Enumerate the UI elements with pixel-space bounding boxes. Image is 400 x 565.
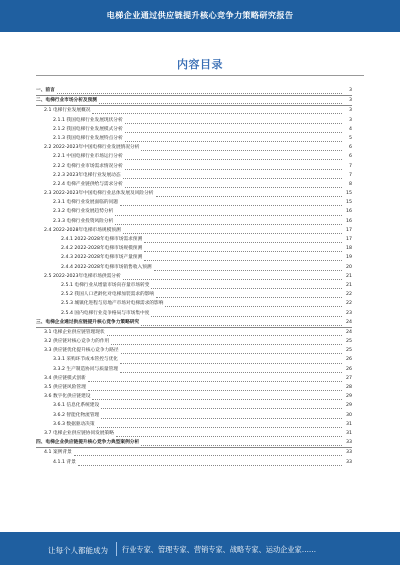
toc-entry-page: 29	[346, 394, 352, 400]
toc-entry-page: 21	[346, 282, 352, 288]
toc-entry-page: 31	[346, 421, 352, 427]
toc-entry[interactable]	[36, 392, 352, 401]
toc-entry-label: 四、电梯企业供应链提升核心竞争力典型案例分析	[36, 440, 140, 446]
toc-entry-label: 2.4.1 2022-2028年电梯市场需求预测	[61, 237, 143, 242]
toc-entry-page: 17	[346, 227, 352, 233]
toc-entry-label: 2.3.2 电梯行业发展趋势分析	[53, 209, 114, 215]
toc-entry-page: 25	[346, 339, 352, 345]
toc-entry-label: 3.5 供应链风险管理	[44, 385, 86, 390]
toc-entry-page: 16	[346, 209, 352, 215]
toc-entry-label: 3.2 供应链对核心竞争力的作用	[44, 339, 110, 345]
header-banner	[0, 0, 400, 32]
toc-entry[interactable]	[36, 253, 352, 262]
toc-entry-page: 22	[346, 301, 352, 307]
toc-leader-dots	[123, 227, 342, 234]
toc-entry[interactable]	[36, 438, 352, 448]
toc-leader-dots	[92, 393, 342, 400]
toc-entry-page: 33	[346, 440, 352, 446]
toc-leader-dots	[101, 412, 342, 419]
toc-entry-label: 2.4.4 2022-2028年电梯市场销售收入预测	[61, 264, 152, 270]
toc-entry-label: 3.1 电梯企业供应链管理现状	[44, 329, 105, 335]
toc-leader-dots	[111, 338, 342, 345]
toc-heading: 内容目录	[177, 58, 223, 71]
toc-leader-dots	[107, 329, 342, 336]
toc-entry-page: 7	[349, 163, 352, 169]
toc-entry-label: 2.1.1 我国电梯行业发展现状分析	[53, 117, 123, 123]
toc-leader-dots	[115, 209, 342, 216]
toc-leader-dots	[99, 97, 342, 104]
toc-leader-dots	[120, 366, 342, 373]
toc-entry-label: 4.1 案例背景	[44, 450, 72, 456]
footer-tagline: 行业专家、管理专家、营销专家、战略专家、运动企业家……	[122, 545, 317, 554]
toc-entry[interactable]	[36, 328, 352, 337]
toc-entry[interactable]	[36, 365, 352, 374]
toc-entry-label: 2.3.3 电梯行业投资风险分析	[53, 218, 114, 224]
toc-entry-page: 24	[346, 319, 352, 325]
toc-leader-dots	[154, 264, 342, 271]
toc-entry[interactable]	[36, 235, 352, 244]
toc-leader-dots	[144, 254, 342, 261]
toc-entry-label: 2.1 电梯行业发展概况	[44, 108, 91, 114]
toc-entry[interactable]	[36, 420, 352, 429]
toc-entry[interactable]	[36, 299, 352, 308]
toc-entry-label: 3.6.1 信息化系统建设	[53, 403, 100, 409]
toc-entry[interactable]	[36, 411, 352, 420]
toc-entry[interactable]	[36, 207, 352, 216]
toc-entry-label: 2.4.3 2022-2028年电梯市场产量预测	[61, 255, 143, 261]
toc-entry-page: 8	[349, 181, 352, 187]
toc-entry-label: 2.5 2022-2023年电梯市场供需分析	[44, 273, 121, 279]
toc-divider	[36, 75, 364, 76]
toc-leader-dots	[97, 421, 342, 428]
toc-entry-label: 三、电梯企业通过供应链提升核心竞争力策略研究	[36, 319, 140, 325]
toc-entry[interactable]	[36, 134, 352, 143]
toc-entry-label: 2.2.2 电梯行业市场需求情况分析	[53, 163, 123, 169]
toc-entry-label: 2.2.4 电梯产业链供给与需求分析	[53, 181, 123, 187]
toc-leader-dots	[125, 163, 342, 170]
toc-entry-label: 2.4 2022-2028年电梯市场规模预测	[44, 227, 121, 233]
toc-entry-page: 18	[346, 246, 352, 252]
toc-entry[interactable]	[36, 152, 352, 161]
toc-entry-page: 19	[346, 255, 352, 261]
toc-entry-page: 20	[346, 264, 352, 270]
toc-entry-page: 4	[349, 126, 352, 132]
toc-leader-dots	[125, 181, 342, 188]
toc-leader-dots	[165, 300, 342, 307]
toc-entry-page: 24	[346, 329, 352, 335]
toc-entry[interactable]	[36, 162, 352, 171]
toc-entry-page: 26	[346, 366, 352, 372]
toc-leader-dots	[121, 347, 342, 354]
toc-entry-label: 2.5.3 城镇化进程与房地产市场对电梯需求的影响	[61, 301, 164, 307]
toc-leader-dots	[125, 153, 342, 160]
toc-entry[interactable]	[36, 346, 352, 355]
toc-leader-dots	[57, 87, 342, 94]
toc-entry-label: 3.6 数字化供应链建设	[44, 394, 91, 400]
toc-entry-label: 3.3.1 采购环节成本管控与优化	[53, 357, 118, 363]
toc-entry-label: 二、电梯行业市场分析及预测	[36, 98, 97, 104]
toc-leader-dots	[120, 357, 342, 364]
toc-entry-label: 一、前言	[36, 88, 55, 93]
toc-entry-label: 2.2.3 2023年电梯行业发展动态	[53, 172, 121, 178]
toc-leader-dots	[123, 273, 342, 280]
toc-entry-page: 29	[346, 403, 352, 409]
toc-leader-dots	[151, 282, 342, 289]
toc-leader-dots	[123, 172, 342, 179]
toc-leader-dots	[120, 199, 342, 206]
toc-leader-dots	[141, 319, 342, 326]
toc-leader-dots	[151, 310, 342, 317]
toc-entry-label: 3.3.2 生产制造协同与质量管理	[53, 366, 118, 372]
toc-entry-page: 23	[346, 310, 352, 316]
toc-entry-label: 2.2 2022-2023年中国电梯行业发展情况分析	[44, 145, 140, 151]
toc-leader-dots	[125, 126, 342, 133]
toc-leader-dots	[156, 190, 343, 197]
toc-list	[36, 86, 352, 467]
toc-leader-dots	[74, 449, 342, 456]
toc-entry-page: 15	[346, 200, 352, 206]
toc-entry-label: 3.4 供应链模式创新	[44, 375, 86, 381]
toc-leader-dots	[115, 218, 342, 225]
toc-entry[interactable]	[36, 106, 352, 115]
toc-entry-page: 30	[346, 412, 352, 418]
footer-separator	[116, 542, 117, 556]
toc-entry-label: 2.3 2022-2023年中国电梯行业总体发展及风险分析	[44, 191, 154, 197]
toc-entry[interactable]	[36, 448, 352, 457]
toc-entry[interactable]	[36, 244, 352, 253]
toc-entry-page: 6	[349, 154, 352, 160]
toc-entry-label: 3.7 电梯企业供应链协同发展策略	[44, 430, 114, 436]
toc-entry-label: 3.6.2 智能化物流管理	[53, 412, 100, 418]
toc-entry[interactable]	[36, 318, 352, 328]
toc-leader-dots	[125, 117, 342, 124]
footer-slogan: 让每个人都能成为	[48, 546, 108, 555]
toc-entry-label: 2.5.2 我国人口老龄化对电梯加装需求的影响	[61, 292, 155, 298]
toc-entry-page: 5	[349, 135, 352, 141]
toc-entry[interactable]	[36, 355, 352, 364]
toc-entry[interactable]	[36, 401, 352, 410]
toc-leader-dots	[88, 375, 342, 382]
toc-entry-page: 16	[346, 218, 352, 224]
toc-leader-dots	[88, 384, 342, 391]
toc-entry-label: 3.3 供应链优化提升核心竞争力路径	[44, 348, 119, 354]
toc-entry[interactable]	[36, 383, 352, 392]
toc-entry-label: 2.5.4 国内电梯行业竞争格局与市场集中度	[61, 310, 150, 316]
toc-entry[interactable]	[36, 116, 352, 125]
toc-leader-dots	[141, 439, 342, 446]
toc-entry-page: 6	[349, 145, 352, 151]
toc-leader-dots	[144, 245, 342, 252]
toc-entry-page: 17	[346, 237, 352, 242]
toc-leader-dots	[156, 291, 342, 298]
toc-entry[interactable]	[36, 290, 352, 299]
toc-entry[interactable]	[36, 96, 352, 106]
toc-entry[interactable]	[36, 272, 352, 281]
toc-entry-page: 3	[349, 98, 352, 104]
toc-entry[interactable]	[36, 263, 352, 272]
toc-leader-dots	[101, 402, 342, 409]
toc-entry[interactable]	[36, 429, 352, 438]
toc-entry[interactable]	[36, 189, 352, 198]
toc-entry-label: 2.2.1 中国电梯行业市场运行分析	[53, 154, 123, 160]
toc-entry[interactable]	[36, 86, 352, 96]
toc-entry[interactable]	[36, 281, 352, 290]
toc-leader-dots	[78, 459, 342, 466]
toc-entry-label: 2.1.3 我国电梯行业发展特点分析	[53, 135, 123, 141]
toc-leader-dots	[116, 430, 342, 437]
toc-entry-page: 22	[346, 292, 352, 298]
toc-leader-dots	[125, 135, 342, 142]
toc-entry[interactable]	[36, 217, 352, 226]
toc-entry[interactable]	[36, 180, 352, 189]
toc-leader-dots	[92, 107, 342, 114]
toc-entry-label: 2.5.1 电梯行业从增量市场向存量市场转变	[61, 282, 150, 288]
toc-entry-page: 3	[349, 117, 352, 123]
toc-entry-label: 2.1.2 我国电梯行业发展模式分析	[53, 126, 123, 132]
toc-entry[interactable]	[36, 125, 352, 134]
toc-entry-page: 15	[346, 191, 352, 197]
toc-entry-page: 3	[349, 108, 352, 114]
toc-entry-page: 28	[346, 385, 352, 390]
toc-entry-page: 33	[346, 450, 352, 456]
report-title: 电梯企业通过供应链提升核心竞争力策略研究报告	[106, 10, 294, 20]
toc-entry-label: 2.3.1 电梯行业发展面临的问题	[53, 200, 118, 206]
toc-entry-page: 27	[346, 375, 352, 381]
toc-entry-page: 26	[346, 357, 352, 363]
toc-entry-label: 2.4.2 2022-2028年电梯市场规模预测	[61, 246, 143, 252]
toc-entry-page: 3	[349, 88, 352, 93]
toc-entry-page: 7	[349, 172, 352, 178]
toc-entry[interactable]	[36, 309, 352, 318]
toc-entry[interactable]	[36, 143, 352, 152]
toc-entry-page: 33	[346, 459, 352, 465]
toc-entry-label: 4.1.1 背景	[53, 459, 76, 465]
toc-entry[interactable]	[36, 337, 352, 346]
toc-entry[interactable]	[36, 171, 352, 180]
toc-entry[interactable]	[36, 226, 352, 235]
footer-banner	[0, 532, 400, 565]
toc-leader-dots	[144, 236, 342, 243]
toc-entry-page: 31	[346, 430, 352, 436]
toc-entry-page: 25	[346, 348, 352, 354]
toc-entry-label: 3.6.3 数据驱动决策	[53, 421, 95, 427]
toc-entry-page: 21	[346, 273, 352, 279]
toc-entry[interactable]	[36, 374, 352, 383]
toc-entry[interactable]	[36, 458, 352, 467]
toc-entry[interactable]	[36, 198, 352, 207]
toc-leader-dots	[141, 144, 342, 151]
